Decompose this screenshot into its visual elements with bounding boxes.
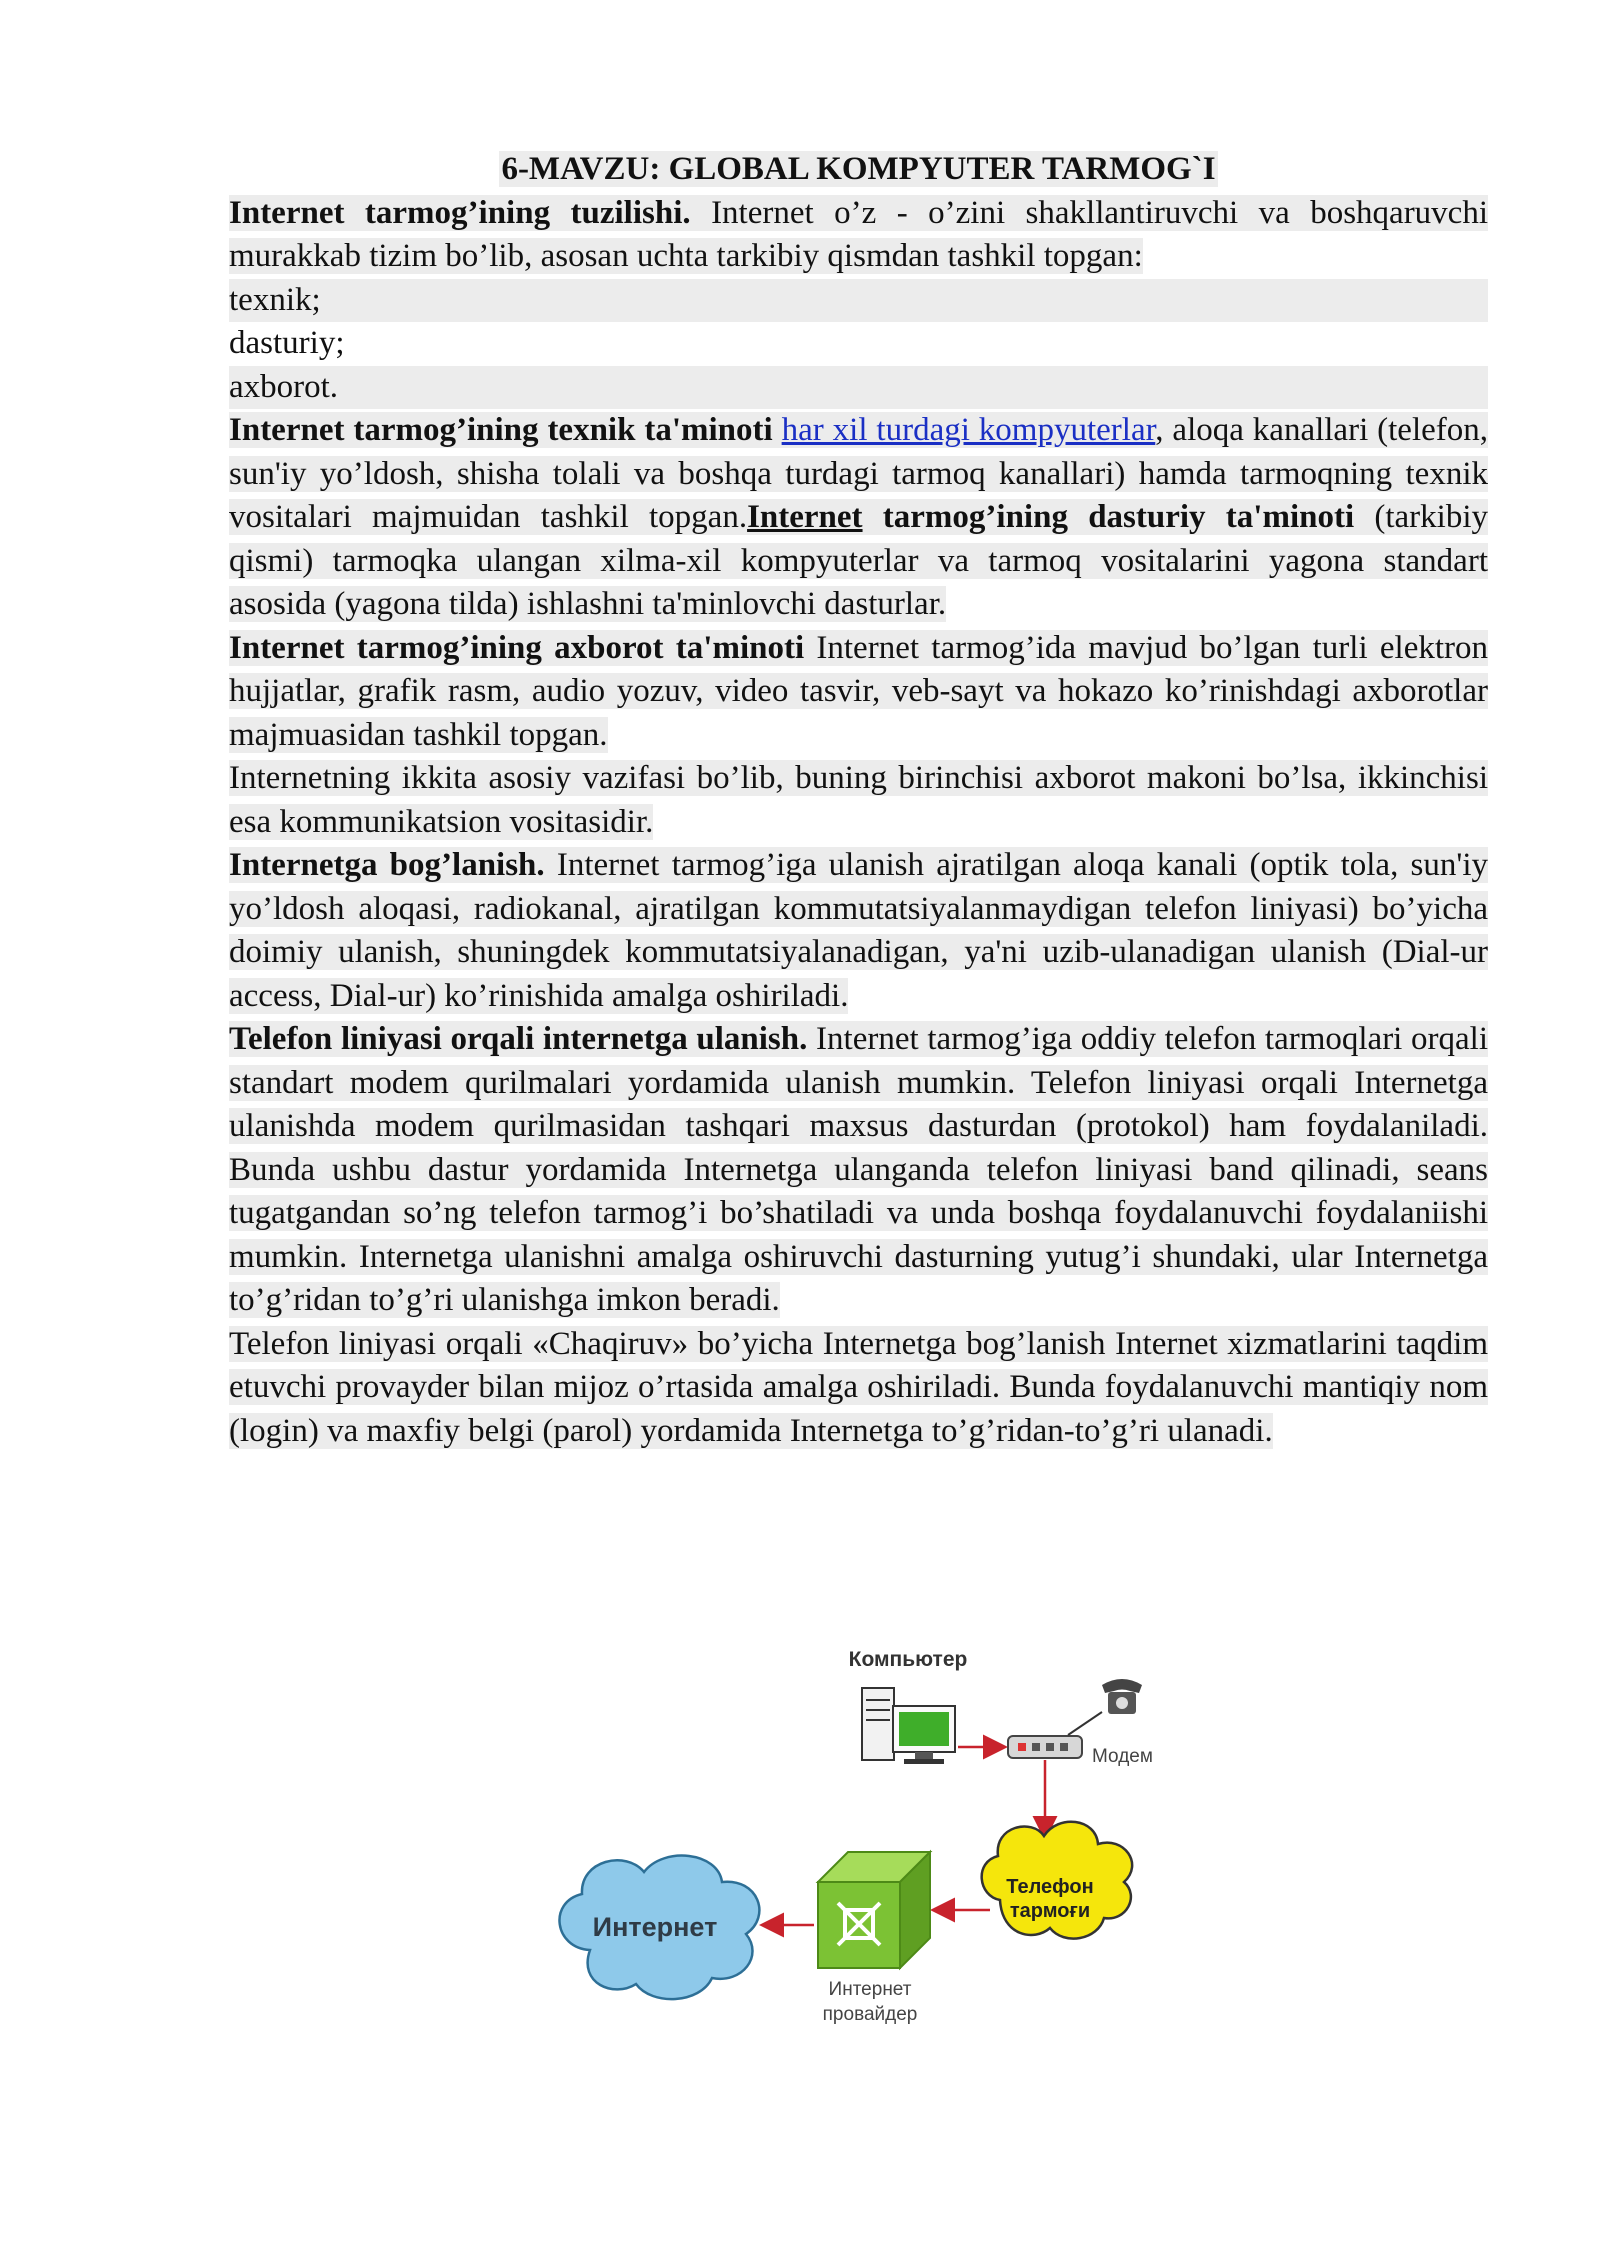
paragraph-lead-underlined: Internet bbox=[747, 499, 863, 535]
paragraph-phone-line: Telefon liniyasi orqali internetga ulanish. Internet tarmog’iga oddiy telefon tarmoqlari orqali standart modem qurilmalari yordamida ulanish mumkin. Telefon liniyasi orqali Internetga ulanishda modem qurilmasidan tashqari maxsus dasturdan (protokol) ham foydalaniladi. Bunda ushbu dastur yordamida Internetga ulanganda telefon liniyasi band qilinadi, seans tugatgandan so’ng telefon tarmog’i bo’shatiladi va unda boshqa foydalanuvchi foydalaniishi mumkin. Internetga ulanishni amalga oshiruvchi dasturning yutug’i shundaki, ular Internetga to’g’ridan to’g’ri ulanishga imkon beradi. bbox=[229, 1021, 1488, 1318]
computer-label: Компьютер bbox=[848, 1648, 968, 1671]
paragraph-technical: Internet tarmog’ining texnik ta'minoti har xil turdagi kompyuterlar, aloqa kanallari (telefon, sun'iy yo’ldosh, shisha tolali va boshqa turdagi tarmoq kanallari) hamda tarmoqning texnik vositalari majmuidan tashkil topgan.Internet tarmog’ining dasturiy ta'minoti (tarkibiy qismi) tarmoqka ulangan xilma-xil kompyuterlar va tarmoq vositalarini yagona standart asosida (yagona tilda) ishlashni ta'minlovchi dasturlar. bbox=[229, 412, 1489, 622]
phone-network-label-2: тармоғи bbox=[1009, 1900, 1091, 1922]
paragraph-connection: Internetga bog’lanish. Internet tarmog’iga ulanish ajratilgan aloqa kanali (optik tola, sun'iy yo’ldosh aloqasi, radiokanal, ajratilgan kommutatsiyalanmaydigan telefon liniyasi) bo’yicha doimiy ulanish, shuningdek kommutatsiyalanadigan, ya'ni uzib-ulanadigan ulanish (Dial-ur access, Dial-ur) ko’rinishida amalga oshiriladi. bbox=[229, 847, 1488, 1014]
telephone-icon bbox=[1102, 1679, 1142, 1714]
phone-network-label-1: Телефон bbox=[1006, 1876, 1094, 1898]
provider-label-1: Интернет bbox=[828, 1979, 912, 2000]
paragraph-information: Internet tarmog’ining axborot ta'minoti Internet tarmog’ida mavjud bo’lgan turli elektron hujjatlar, grafik rasm, audio yozuv, video tasvir, veb-sayt va hokazo ko’rinishdagi axborotlar majmuasidan tashkil topgan. bbox=[229, 629, 1488, 753]
provider-icon bbox=[818, 1852, 930, 1968]
list-item: texnik; bbox=[229, 279, 1488, 323]
phone-line bbox=[1068, 1712, 1102, 1735]
link-computers[interactable]: har xil turdagi kompyuterlar bbox=[781, 412, 1156, 448]
computer-icon bbox=[862, 1688, 955, 1764]
paragraph-functions: Internetning ikkita asosiy vazifasi bo’lib, buning birinchisi axborot makoni bo’lsa, ikkinchisi esa kommunikatsion vositasidir. bbox=[229, 760, 1488, 840]
internet-cloud bbox=[559, 1856, 759, 2000]
paragraph-lead: tarmog’ining dasturiy ta'minoti bbox=[862, 499, 1355, 535]
paragraph-lead: Internet tarmog’ining texnik ta'minoti bbox=[229, 412, 773, 448]
phone-network-cloud bbox=[982, 1822, 1132, 1939]
page-title: 6-MAVZU: GLOBAL KOMPYUTER TARMOG`I bbox=[501, 151, 1216, 187]
list-item: axborot. bbox=[229, 366, 1488, 410]
paragraph-lead: Internetga bog’lanish. bbox=[229, 847, 545, 883]
paragraph-lead: Telefon liniyasi orqali internetga ulanish. bbox=[229, 1021, 808, 1057]
paragraph-lead: Internet tarmog’ining tuzilishi. bbox=[229, 194, 691, 231]
provider-label-2: провайдер bbox=[822, 2004, 918, 2025]
modem-icon bbox=[1008, 1736, 1082, 1758]
modem-label: Модем bbox=[1092, 1746, 1153, 1767]
paragraph-structure: Internet tarmog’ining tuzilishi. Internet o’z - o’zini shakllantiruvchi va boshqaruvchi murakkab tizim bo’lib, asosan uchta tarkibiy qismdan tashkil topgan: bbox=[229, 194, 1488, 274]
internet-label: Интернет bbox=[592, 1912, 718, 1942]
paragraph-dialup: Telefon liniyasi orqali «Chaqiruv» bo’yicha Internetga bog’lanish Internet xizmatlarini taqdim etuvchi provayder bilan mijoz o’rtasida amalga oshiriladi. Bunda foydalanuvchi mantiqiy nom (login) va maxfiy belgi (parol) yordamida Internetga to’g’ridan-to’g’ri ulanadi. bbox=[229, 1325, 1488, 1449]
list-item: dasturiy; bbox=[229, 325, 345, 361]
paragraph-lead: Internet tarmog’ining axborot ta'minoti bbox=[229, 629, 805, 666]
